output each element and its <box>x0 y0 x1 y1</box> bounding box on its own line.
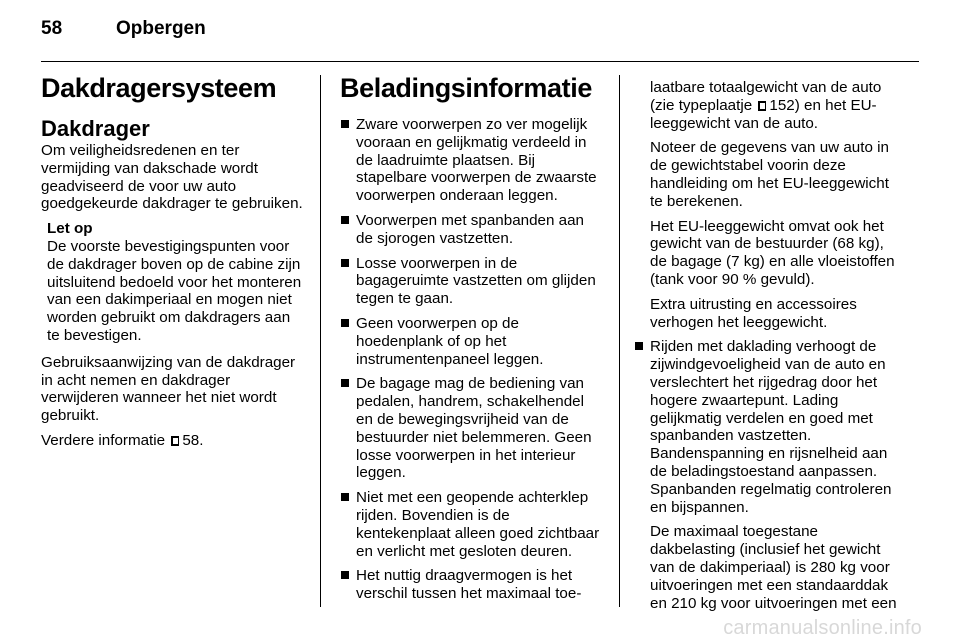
list-item-text: Zware voorwerpen zo ver mogelijk vooraan en gelijkmatig verdeeld in de laadruimte plaatsen. Bij stapelbare voorwerpen de zwaarste voorwerpen onderaan leggen. <box>356 116 597 205</box>
list-item <box>340 116 604 205</box>
list-item-text: Losse voorwerpen in de bagageruimte vastzetten om glijden tegen te gaan. <box>356 254 596 308</box>
subsection-heading: Dakdrager <box>41 116 150 141</box>
note-title: Let op <box>47 220 93 238</box>
running-title: Opbergen <box>116 18 206 39</box>
paragraph: Om veiligheidsredenen en ter vermijding van dakschade wordt geadviseerd de voor uw auto goedgekeurde dakdrager te gebruiken. <box>41 142 303 213</box>
paragraph: De maximaal toegestane dakbelasting (inclusief het gewicht van de dakimperiaal) is 280 kg voor uitvoeringen met een standaarddak en 210 kg voor uitvoeringen met een <box>650 523 897 612</box>
list-item-text: Het nuttig draagvermogen is het verschil tussen het maximaal toe- <box>356 567 582 603</box>
section-heading: Dakdragersysteem <box>41 73 277 103</box>
list-item <box>634 338 904 516</box>
list-item-text: De bagage mag de bediening van pedalen, handrem, schakelhendel en de bewegingsvrijheid van de bestuurder niet belemmeren. Geen losse voorwerpen in het interieur leggen. <box>356 375 592 482</box>
cross-reference-page: 58. <box>182 431 204 449</box>
paragraph: Noteer de gegevens van uw auto in de gewichtstabel voorin deze handleiding om het EU-leeggewicht te berekenen. <box>650 139 889 210</box>
page-reference-icon <box>758 101 766 111</box>
continued-text: laatbare totaalgewicht van de auto (zie typeplaatje <box>650 79 882 114</box>
list-item <box>340 212 604 248</box>
continued-paragraph <box>634 79 904 132</box>
bullet-icon <box>341 259 349 267</box>
column-1 <box>41 70 305 457</box>
list-item <box>340 315 604 368</box>
list-item-text: Voorwerpen met spanbanden aan de sjorogen vastzetten. <box>356 211 584 247</box>
page-reference-icon <box>171 436 179 446</box>
cross-reference-text: Verdere informatie <box>41 431 166 449</box>
list-item <box>340 489 604 560</box>
list-item-text: Geen voorwerpen op de hoedenplank of op het instrumentenpaneel leggen. <box>356 314 544 368</box>
page-number: 58 <box>41 18 63 39</box>
bullet-icon <box>635 342 643 350</box>
note-text: De voorste bevestigingspunten voor de dakdrager boven op de cabine zijn uitsluitend bedoeld voor het monteren van een dakimperiaal en mogen niet worden gebruikt om dakdragers aan te bevestigen. <box>47 237 302 344</box>
continued-text-after-ref: 152) en het EU-leeggewicht van de auto. <box>650 96 877 132</box>
bullet-icon <box>341 216 349 224</box>
list-item <box>340 255 604 308</box>
cross-reference <box>41 432 305 450</box>
list-item <box>340 375 604 482</box>
list-item-text: Niet met een geopende achterklep rijden. Bovendien is de kentekenplaat alleen goed zichtbaar en verlicht met gesloten deuren. <box>356 489 600 560</box>
bullet-icon <box>341 319 349 327</box>
paragraph: Gebruiksaanwijzing van de dakdrager in acht nemen en dakdrager verwijderen wanneer het niet wordt gebruikt. <box>41 353 296 425</box>
paragraph: Het EU-leeggewicht omvat ook het gewicht van de bestuurder (68 kg), de bagage (7 kg) en alle vloeistoffen (tank voor 90 % gevuld). <box>650 217 895 288</box>
bullet-icon <box>341 493 349 501</box>
bullet-icon <box>341 120 349 128</box>
column-3 <box>634 79 904 619</box>
header-rule <box>41 61 919 62</box>
list-item <box>340 567 604 603</box>
watermark: carmanualsonline.info <box>723 617 922 639</box>
list-item-text: Rijden met daklading verhoogt de zijwindgevoeligheid van de auto en verslechtert het rijgedrag door het hogere zwaartepunt. Lading gelijkmatig verdelen en goed met spanbanden vastzetten. Bandenspanning en rijsnelheid aan de beladingstoestand aanpassen. Spanbanden regelmatig controleren en bijspannen. <box>650 338 892 516</box>
note-block <box>41 220 305 345</box>
bullet-icon <box>341 571 349 579</box>
paragraph: Extra uitrusting en accessoires verhogen het leeggewicht. <box>650 295 857 331</box>
column-divider-2 <box>619 75 620 607</box>
section-heading: Beladingsinformatie <box>340 73 592 103</box>
column-divider-1 <box>320 75 321 607</box>
bullet-icon <box>341 379 349 387</box>
column-2 <box>340 70 604 610</box>
